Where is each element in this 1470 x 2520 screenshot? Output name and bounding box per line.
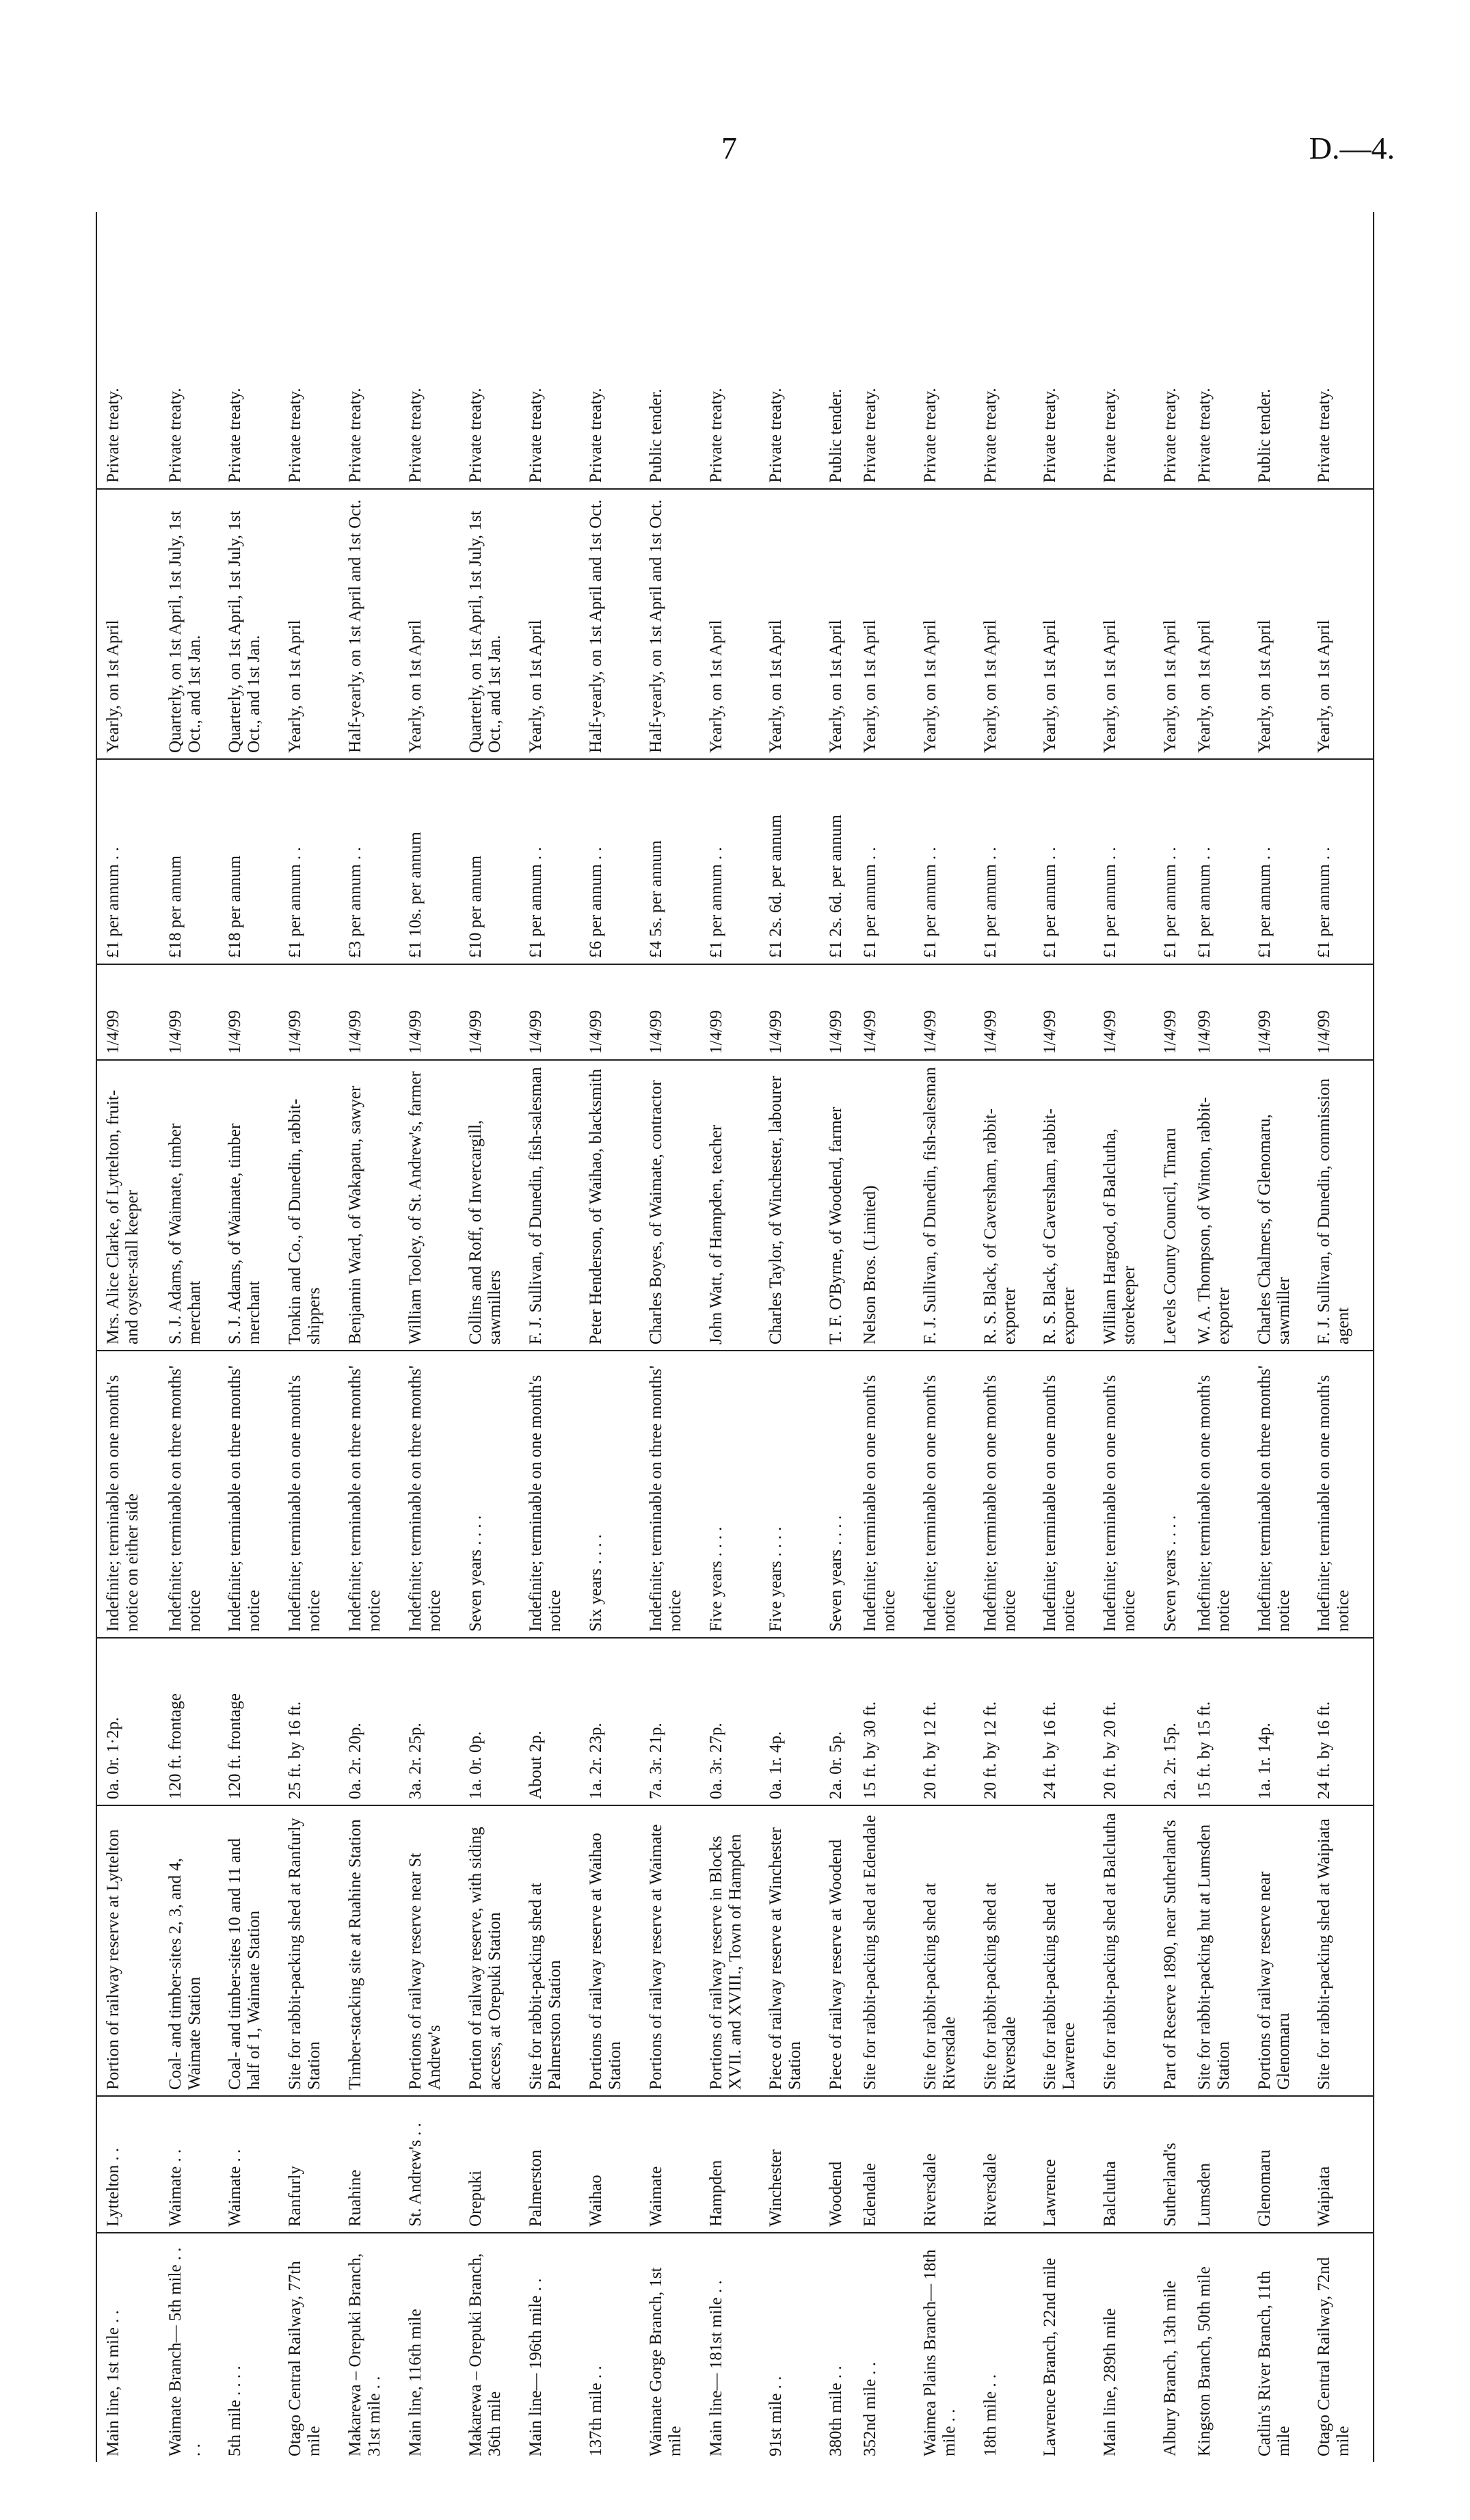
cell-lessee: Mrs. Alice Clarke, of Lyttelton, fruit- and oyster-stall keeper [96, 1060, 163, 1351]
cell-line-location: 18th mile . . [980, 2374, 1000, 2456]
cell-station: Waimate [644, 2096, 704, 2233]
cell-station: Lyttelton . . [96, 2096, 163, 2233]
cell-line-location: 352nd mile . . [860, 2361, 879, 2456]
table-row [163, 212, 224, 2462]
table-row [343, 212, 403, 2462]
cell-commencement-date: 1/4/99 [163, 964, 224, 1060]
cell-lessee: F. J. Sullivan, of Dunedin, fish-salesman [524, 1060, 584, 1351]
cell-area: 7a. 3r. 21p. [644, 1638, 704, 1805]
cell-description: Site for rabbit-packing shed at Edendale [858, 1805, 918, 2096]
cell-term: Indefinite; terminable on one month's notice [918, 1351, 978, 1638]
cell-rent: £18 per annum [223, 759, 283, 964]
table-row [584, 212, 644, 2462]
cell-description: Coal- and timber-sites 2, 3, and 4, Waimate Station [163, 1805, 224, 2096]
cell-how-let: Private treaty. [283, 212, 343, 489]
cell-description: Piece of railway reserve at Winchester Station [764, 1805, 824, 2096]
cell-payment-terms: Yearly, on 1st April [1098, 489, 1158, 759]
cell-description: Piece of railway reserve at Woodend [824, 1805, 857, 2096]
cell-term: Indefinite; terminable on one month's notice [1098, 1351, 1158, 1638]
cell-how-let: Private treaty. [163, 212, 224, 489]
cell-line-location: Otago Central Railway, 72nd mile [1312, 2233, 1374, 2462]
table-row [1038, 212, 1098, 2462]
cell-line-location: Main line— 181st mile . . [706, 2280, 725, 2456]
cell-commencement-date: 1/4/99 [96, 964, 163, 1060]
lease-table-body [96, 212, 1374, 2462]
cell-lessee: Peter Henderson, of Waihao, blacksmith [584, 1060, 644, 1351]
cell-area: 1a. 2r. 23p. [584, 1638, 644, 1805]
cell-line-location: 5th mile . . . . [226, 2365, 245, 2456]
table-row [704, 212, 764, 2462]
cell-payment-terms: Yearly, on 1st April [1038, 489, 1098, 759]
table-row [1098, 212, 1158, 2462]
cell-commencement-date: 1/4/99 [704, 964, 764, 1060]
cell-lessee: Charles Chalmers, of Glenomaru, sawmiller [1253, 1060, 1313, 1351]
cell-how-let: Private treaty. [1098, 212, 1158, 489]
cell-lessee: F. J. Sullivan, of Dunedin, fish-salesman [918, 1060, 978, 1351]
cell-term: Indefinite; terminable on three months' notice [1253, 1351, 1313, 1638]
cell-rent: £1 per annum . . [858, 759, 918, 964]
cell-rent: £1 2s. 6d. per annum [824, 759, 857, 964]
cell-description: Portion of railway reserve at Lyttelton [96, 1805, 163, 2096]
cell-payment-terms: Half-yearly, on 1st April and 1st Oct. [584, 489, 644, 759]
cell-payment-terms: Yearly, on 1st April [764, 489, 824, 759]
cell-commencement-date: 1/4/99 [283, 964, 343, 1060]
cell-rent: £1 per annum . . [283, 759, 343, 964]
cell-payment-terms: Yearly, on 1st April [524, 489, 584, 759]
cell-payment-terms: Yearly, on 1st April [96, 489, 163, 759]
cell-line-location: Waimate Gorge Branch, 1st mile [646, 2267, 684, 2456]
cell-lessee: John Watt, of Hampden, teacher [704, 1060, 764, 1351]
cell-rent: £1 per annum . . [1253, 759, 1313, 964]
cell-line-location: Main line, 1st mile . . [104, 2310, 122, 2456]
cell-term: Indefinite; terminable on three months' notice [163, 1351, 224, 1638]
table-row [764, 212, 824, 2462]
cell-station: Winchester [764, 2096, 824, 2233]
cell-line-location: Waimate Branch— 5th mile . . . . [165, 2247, 204, 2456]
cell-lessee: F. J. Sullivan, of Dunedin, commission agent [1312, 1060, 1374, 1351]
cell-commencement-date: 1/4/99 [644, 964, 704, 1060]
cell-term: Indefinite; terminable on three months' notice [644, 1351, 704, 1638]
cell-area: About 2p. [524, 1638, 584, 1805]
cell-station: Lawrence [1038, 2096, 1098, 2233]
cell-payment-terms: Yearly, on 1st April [1192, 489, 1253, 759]
table-row [1253, 212, 1313, 2462]
cell-rent: £1 per annum . . [704, 759, 764, 964]
cell-area: 20 ft. by 20 ft. [1098, 1638, 1158, 1805]
table-row [96, 212, 163, 2462]
cell-lessee: R. S. Black, of Caversham, rabbit-exporter [1038, 1060, 1098, 1351]
cell-line-location: 137th mile . . [586, 2365, 605, 2456]
cell-line-location: Waimea Plains Branch— 18th mile . . [920, 2249, 959, 2456]
cell-commencement-date: 1/4/99 [824, 964, 857, 1060]
cell-line-location: Main line, 116th mile [406, 2309, 425, 2456]
cell-lessee: S. J. Adams, of Waimate, timber merchant [223, 1060, 283, 1351]
cell-description: Portions of railway reserve in Blocks XVII. and XVIII., Town of Hampden [704, 1805, 764, 2096]
cell-commencement-date: 1/4/99 [464, 964, 524, 1060]
cell-line-location: Main line— 196th mile . . [526, 2278, 545, 2456]
cell-station: Edendale [858, 2096, 918, 2233]
cell-how-let: Private treaty. [223, 212, 283, 489]
cell-rent: £1 per annum . . [96, 759, 163, 964]
cell-station: Sutherland's [1158, 2096, 1192, 2233]
cell-payment-terms: Yearly, on 1st April [1253, 489, 1313, 759]
cell-description: Site for rabbit-packing shed at Lawrence [1038, 1805, 1098, 2096]
cell-payment-terms: Yearly, on 1st April [1312, 489, 1374, 759]
cell-how-let: Private treaty. [464, 212, 524, 489]
cell-lessee: W. A. Thompson, of Winton, rabbit-exporter [1192, 1060, 1253, 1351]
cell-area: 20 ft. by 12 ft. [978, 1638, 1039, 1805]
cell-payment-terms: Yearly, on 1st April [858, 489, 918, 759]
cell-line-location: Catlin's River Branch, 11th mile [1255, 2270, 1293, 2456]
cell-rent: £1 per annum . . [1192, 759, 1253, 964]
cell-rent: £18 per annum [163, 759, 224, 964]
cell-description: Portions of railway reserve near Glenomaru [1253, 1805, 1313, 2096]
cell-rent: £6 per annum . . [584, 759, 644, 964]
cell-term: Indefinite; terminable on one month's notice on either side [96, 1351, 163, 1638]
cell-area: 0a. 2r. 20p. [343, 1638, 403, 1805]
cell-line-location: Albury Branch, 13th mile [1161, 2281, 1180, 2456]
cell-station: Lumsden [1192, 2096, 1253, 2233]
cell-station: Ruahine [343, 2096, 403, 2233]
cell-line-location: Lawrence Branch, 22nd mile [1041, 2257, 1060, 2456]
cell-station: Waimate . . [163, 2096, 224, 2233]
cell-station: Riversdale [978, 2096, 1039, 2233]
cell-term: Seven years . . . . [464, 1351, 524, 1638]
cell-area: 24 ft. by 16 ft. [1038, 1638, 1098, 1805]
cell-how-let: Public tender. [644, 212, 704, 489]
cell-payment-terms: Yearly, on 1st April [704, 489, 764, 759]
cell-area: 1a. 1r. 14p. [1253, 1638, 1313, 1805]
cell-how-let: Private treaty. [918, 212, 978, 489]
cell-rent: £1 per annum . . [1098, 759, 1158, 964]
cell-description: Site for rabbit-packing shed at Palmerston Station [524, 1805, 584, 2096]
cell-payment-terms: Half-yearly, on 1st April and 1st Oct. [343, 489, 403, 759]
cell-area: 15 ft. by 30 ft. [858, 1638, 918, 1805]
cell-commencement-date: 1/4/99 [1192, 964, 1253, 1060]
cell-station: Orepuki [464, 2096, 524, 2233]
cell-term: Indefinite; terminable on one month's notice [1192, 1351, 1253, 1638]
cell-description: Portion of railway reserve, with siding access, at Orepuki Station [464, 1805, 524, 2096]
cell-how-let: Public tender. [824, 212, 857, 489]
cell-rent: £1 per annum . . [918, 759, 978, 964]
cell-commencement-date: 1/4/99 [1098, 964, 1158, 1060]
cell-area: 3a. 2r. 25p. [403, 1638, 464, 1805]
document-code: D.—4. [1309, 131, 1395, 165]
cell-station: Waimate . . [223, 2096, 283, 2233]
cell-station: Ranfurly [283, 2096, 343, 2233]
cell-lessee: Collins and Roff, of Invercargill, sawmillers [464, 1060, 524, 1351]
rotated-table-region [96, 212, 1374, 2462]
cell-rent: £1 per annum . . [1312, 759, 1374, 964]
table-row [918, 212, 978, 2462]
cell-line-location: 91st mile . . [766, 2376, 786, 2456]
table-row [978, 212, 1039, 2462]
cell-lessee: Charles Boyes, of Waimate, contractor [644, 1060, 704, 1351]
cell-description: Site for rabbit-packing shed at Riversdale [918, 1805, 978, 2096]
cell-area: 120 ft. frontage [223, 1638, 283, 1805]
cell-how-let: Private treaty. [524, 212, 584, 489]
cell-commencement-date: 1/4/99 [918, 964, 978, 1060]
cell-payment-terms: Quarterly, on 1st April, 1st July, 1st Oct., and 1st Jan. [223, 489, 283, 759]
table-row [403, 212, 464, 2462]
cell-payment-terms: Half-yearly, on 1st April and 1st Oct. [644, 489, 704, 759]
cell-station: St. Andrew's . . [403, 2096, 464, 2233]
cell-rent: £3 per annum . . [343, 759, 403, 964]
cell-payment-terms: Yearly, on 1st April [824, 489, 857, 759]
cell-station: Hampden [704, 2096, 764, 2233]
cell-lessee: T. F. O'Byrne, of Woodend, farmer [824, 1060, 857, 1351]
table-row [223, 212, 283, 2462]
cell-lessee: S. J. Adams, of Waimate, timber merchant [163, 1060, 224, 1351]
cell-lessee: Tonkin and Co., of Dunedin, rabbit-shippers [283, 1060, 343, 1351]
cell-rent: £10 per annum [464, 759, 524, 964]
cell-description: Site for rabbit-packing shed at Balclutha [1098, 1805, 1158, 2096]
cell-description: Site for rabbit-packing shed at Riversdale [978, 1805, 1039, 2096]
cell-payment-terms: Quarterly, on 1st April, 1st July, 1st Oct., and 1st Jan. [163, 489, 224, 759]
cell-station: Waipiata [1312, 2096, 1374, 2233]
cell-payment-terms: Yearly, on 1st April [978, 489, 1039, 759]
cell-commencement-date: 1/4/99 [403, 964, 464, 1060]
table-row [1312, 212, 1374, 2462]
cell-term: Indefinite; terminable on one month's notice [858, 1351, 918, 1638]
cell-term: Indefinite; terminable on one month's notice [1038, 1351, 1098, 1638]
cell-area: 0a. 0r. 1·2p. [96, 1638, 163, 1805]
cell-area: 2a. 0r. 5p. [824, 1638, 857, 1805]
cell-area: 25 ft. by 16 ft. [283, 1638, 343, 1805]
cell-line-location: Makarewa – Orepuki Branch, 31st mile . . [346, 2253, 384, 2456]
cell-line-location: Kingston Branch, 50th mile [1194, 2266, 1214, 2456]
cell-commencement-date: 1/4/99 [1312, 964, 1374, 1060]
cell-lessee: R. S. Black, of Caversham, rabbit-exporter [978, 1060, 1039, 1351]
cell-rent: £1 2s. 6d. per annum [764, 759, 824, 964]
cell-term: Indefinite; terminable on one month's notice [283, 1351, 343, 1638]
cell-rent: £4 5s. per annum [644, 759, 704, 964]
cell-line-location: Main line, 289th mile [1101, 2308, 1120, 2456]
cell-lessee: William Hargood, of Balclutha, storekeeper [1098, 1060, 1158, 1351]
cell-station: Waihao [584, 2096, 644, 2233]
cell-term: Five years . . . . [704, 1351, 764, 1638]
cell-term: Indefinite; terminable on one month's notice [1312, 1351, 1374, 1638]
cell-how-let: Private treaty. [1312, 212, 1374, 489]
table-row [858, 212, 918, 2462]
table-row [464, 212, 524, 2462]
cell-term: Indefinite; terminable on three months' notice [403, 1351, 464, 1638]
cell-payment-terms: Quarterly, on 1st April, 1st July, 1st Oct., and 1st Jan. [464, 489, 524, 759]
cell-how-let: Public tender. [1253, 212, 1313, 489]
cell-term: Seven years . . . . [1158, 1351, 1192, 1638]
cell-how-let: Private treaty. [1038, 212, 1098, 489]
cell-term: Five years . . . . [764, 1351, 824, 1638]
cell-commencement-date: 1/4/99 [524, 964, 584, 1060]
cell-station: Palmerston [524, 2096, 584, 2233]
cell-station: Balclutha [1098, 2096, 1158, 2233]
cell-how-let: Private treaty. [403, 212, 464, 489]
page-number: 7 [721, 131, 737, 165]
cell-how-let: Private treaty. [704, 212, 764, 489]
cell-payment-terms: Yearly, on 1st April [283, 489, 343, 759]
cell-area: 120 ft. frontage [163, 1638, 224, 1805]
cell-payment-terms: Yearly, on 1st April [403, 489, 464, 759]
cell-commencement-date: 1/4/99 [1038, 964, 1098, 1060]
cell-how-let: Private treaty. [584, 212, 644, 489]
cell-term: Indefinite; terminable on three months' notice [223, 1351, 283, 1638]
cell-term: Indefinite; terminable on one month's notice [978, 1351, 1039, 1638]
cell-rent: £1 per annum . . [524, 759, 584, 964]
table-row [824, 212, 857, 2462]
cell-term: Six years . . . . [584, 1351, 644, 1638]
cell-rent: £1 per annum . . [1038, 759, 1098, 964]
cell-term: Indefinite; terminable on one month's notice [524, 1351, 584, 1638]
cell-lessee: Levels County Council, Timaru [1158, 1060, 1192, 1351]
cell-description: Portions of railway reserve near St Andrew's [403, 1805, 464, 2096]
table-row [644, 212, 704, 2462]
cell-area: 0a. 3r. 27p. [704, 1638, 764, 1805]
cell-area: 24 ft. by 16 ft. [1312, 1638, 1374, 1805]
cell-how-let: Private treaty. [858, 212, 918, 489]
table-row [283, 212, 343, 2462]
cell-commencement-date: 1/4/99 [764, 964, 824, 1060]
cell-rent: £1 per annum . . [978, 759, 1039, 964]
cell-description: Coal- and timber-sites 10 and 11 and half of 1, Waimate Station [223, 1805, 283, 2096]
table-row [524, 212, 584, 2462]
cell-station: Woodend [824, 2096, 857, 2233]
cell-description: Portions of railway reserve at Waimate [644, 1805, 704, 2096]
table-row [1192, 212, 1253, 2462]
lease-table [96, 212, 1374, 2462]
cell-rent: £1 10s. per annum [403, 759, 464, 964]
cell-payment-terms: Yearly, on 1st April [1158, 489, 1192, 759]
cell-lessee: Charles Taylor, of Winchester, labourer [764, 1060, 824, 1351]
cell-rent: £1 per annum . . [1158, 759, 1192, 964]
cell-commencement-date: 1/4/99 [343, 964, 403, 1060]
cell-line-location: Otago Central Railway, 77th mile [286, 2261, 324, 2456]
cell-description: Site for rabbit-packing shed at Waipiata [1312, 1805, 1374, 2096]
cell-area: 0a. 1r. 4p. [764, 1638, 824, 1805]
cell-area: 20 ft. by 12 ft. [918, 1638, 978, 1805]
cell-line-location: Makarewa – Orepuki Branch, 36th mile [466, 2253, 504, 2456]
cell-commencement-date: 1/4/99 [223, 964, 283, 1060]
cell-term: Seven years . . . . [824, 1351, 857, 1638]
cell-lessee: William Tooley, of St. Andrew's, farmer [403, 1060, 464, 1351]
cell-area: 1a. 0r. 0p. [464, 1638, 524, 1805]
cell-description: Part of Reserve 1890, near Sutherland's [1158, 1805, 1192, 2096]
cell-commencement-date: 1/4/99 [584, 964, 644, 1060]
cell-description: Site for rabbit-packing hut at Lumsden Station [1192, 1805, 1253, 2096]
cell-commencement-date: 1/4/99 [1253, 964, 1313, 1060]
cell-how-let: Private treaty. [1192, 212, 1253, 489]
cell-area: 2a. 2r. 15p. [1158, 1638, 1192, 1805]
cell-how-let: Private treaty. [96, 212, 163, 489]
cell-station: Glenomaru [1253, 2096, 1313, 2233]
table-row [1158, 212, 1192, 2462]
cell-how-let: Private treaty. [764, 212, 824, 489]
cell-payment-terms: Yearly, on 1st April [918, 489, 978, 759]
cell-how-let: Private treaty. [343, 212, 403, 489]
cell-station: Riversdale [918, 2096, 978, 2233]
cell-description: Portions of railway reserve at Waihao Station [584, 1805, 644, 2096]
cell-commencement-date: 1/4/99 [1158, 964, 1192, 1060]
cell-lessee: Nelson Bros. (Limited) [858, 1060, 918, 1351]
cell-line-location: 380th mile . . [827, 2365, 846, 2456]
cell-lessee: Benjamin Ward, of Wakapatu, sawyer [343, 1060, 403, 1351]
cell-how-let: Private treaty. [1158, 212, 1192, 489]
cell-commencement-date: 1/4/99 [858, 964, 918, 1060]
cell-description: Timber-stacking site at Ruahine Station [343, 1805, 403, 2096]
cell-commencement-date: 1/4/99 [978, 964, 1039, 1060]
cell-area: 15 ft. by 15 ft. [1192, 1638, 1253, 1805]
cell-how-let: Private treaty. [978, 212, 1039, 489]
cell-term: Indefinite; terminable on three months' notice [343, 1351, 403, 1638]
cell-description: Site for rabbit-packing shed at Ranfurly Station [283, 1805, 343, 2096]
